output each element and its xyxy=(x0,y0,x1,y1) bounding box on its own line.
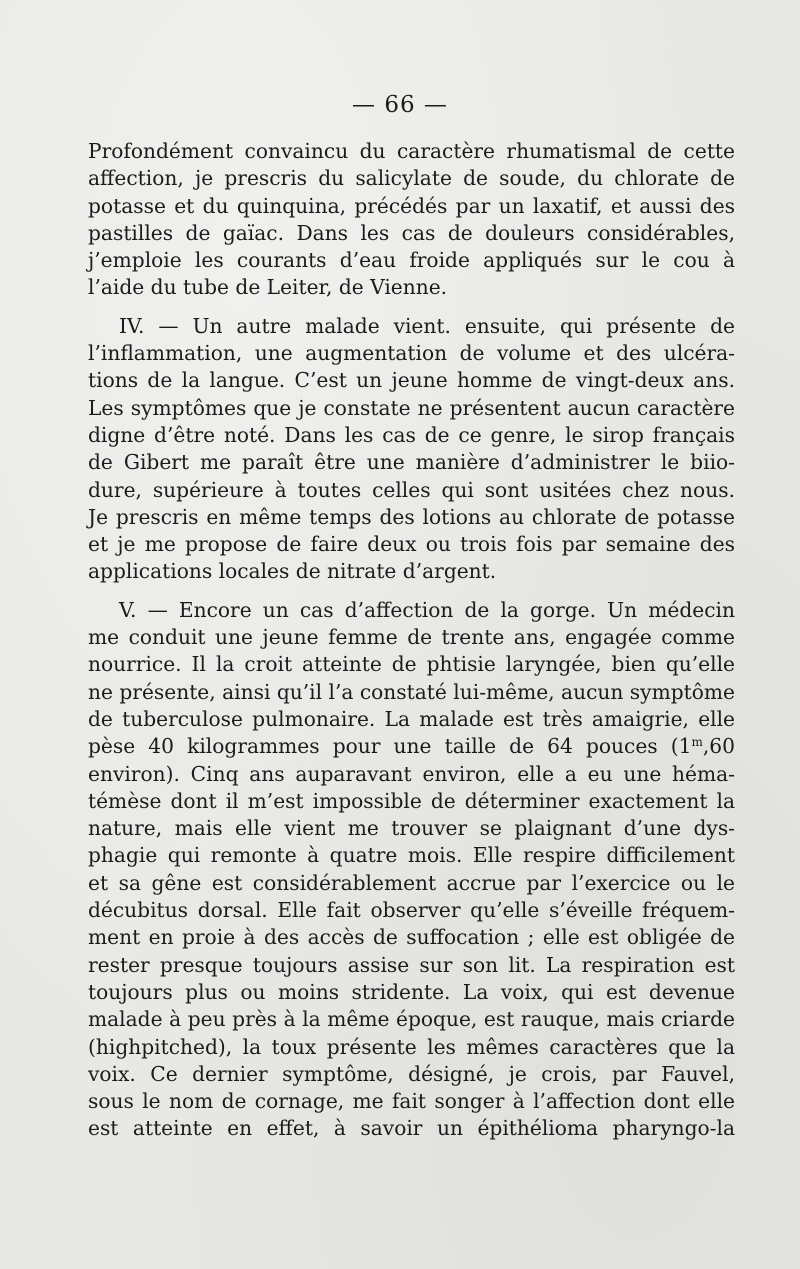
text-line: applications locales de nitrate d’argent. xyxy=(88,559,497,584)
text-line: ment en proie à des accès de suffocation ; elle est obligée de xyxy=(88,925,735,950)
paragraph-case-v xyxy=(88,597,735,1143)
page-number: — 66 — xyxy=(352,92,448,118)
text-line: digne d’être noté. Dans les cas de ce genre, le sirop français xyxy=(88,422,735,447)
text-line: l’inflammation, une augmentation de volume et des ulcéra- xyxy=(88,341,735,366)
text-line: V. — Encore un cas d’affection de la gorge. Un médecin xyxy=(119,597,735,622)
metre-superscript: m xyxy=(691,735,703,750)
text-line: environ). Cinq ans auparavant environ, elle a eu une héma- xyxy=(88,761,735,786)
text-line: décubitus dorsal. Elle fait observer qu’elle s’éveille fréquem- xyxy=(88,898,735,923)
text-line: et sa gêne est considérablement accrue par l’exercice ou le xyxy=(88,870,735,895)
text-line: Je prescris en même temps des lotions au chlorate de potasse xyxy=(88,504,735,529)
text-line: témèse dont il m’est impossible de déterminer exactement la xyxy=(88,788,735,813)
text-line-height xyxy=(88,733,735,760)
text-line: phagie qui remonte à quatre mois. Elle respire difficilement xyxy=(88,843,735,868)
text-line: nature, mais elle vient me trouver se plaignant d’une dys- xyxy=(88,816,735,841)
text-line: affection, je prescris du salicylate de soude, du chlorate de xyxy=(88,166,735,191)
text-line: ne présente, ainsi qu’il l’a constaté lui-même, aucun symptôme xyxy=(88,679,735,704)
text-line: j’emploie les courants d’eau froide appliqués sur le cou à xyxy=(88,248,735,273)
text-line: pastilles de gaïac. Dans les cas de douleurs considérables, xyxy=(88,220,735,245)
text-line: potasse et du quinquina, précédés par un laxatif, et aussi des xyxy=(88,193,735,218)
text-line-height-suffix: ,60 xyxy=(702,734,735,759)
text-line: me conduit une jeune femme de trente ans, engagée comme xyxy=(88,625,735,650)
text-line: (highpitched), la toux présente les mêmes caractères que la xyxy=(88,1034,735,1059)
text-line: toujours plus ou moins stridente. La voix, qui est devenue xyxy=(88,979,735,1004)
text-line: de tuberculose pulmonaire. La malade est très amaigrie, elle xyxy=(88,706,735,731)
text-line: l’aide du tube de Leiter, de Vienne. xyxy=(88,275,448,300)
text-line: malade à peu près à la même époque, est rauque, mais criarde xyxy=(88,1007,735,1032)
text-line: dure, supérieure à toutes celles qui sont usitées chez nous. xyxy=(88,477,735,502)
body-text xyxy=(88,138,735,1143)
paragraph-case-iv xyxy=(88,313,735,586)
text-line: de Gibert me paraît être une manière d’administrer le biio- xyxy=(88,450,735,475)
text-line: est atteinte en effet, à savoir un épithélioma pharyngo-la xyxy=(88,1116,735,1141)
text-line: rester presque toujours assise sur son lit. La respiration est xyxy=(88,952,735,977)
paragraph-rheumatism xyxy=(88,138,735,302)
text-line: sous le nom de cornage, me fait songer à l’affection dont elle xyxy=(88,1089,735,1114)
text-line: et je me propose de faire deux ou trois fois par semaine des xyxy=(88,532,735,557)
text-line: Les symptômes que je constate ne présentent aucun caractère xyxy=(88,395,735,420)
text-line: nourrice. Il la croit atteinte de phtisie laryngée, bien qu’elle xyxy=(88,652,735,677)
text-line: Profondément convaincu du caractère rhumatismal de cette xyxy=(88,139,735,163)
text-line: voix. Ce dernier symptôme, désigné, je crois, par Fauvel, xyxy=(88,1061,735,1086)
text-line: tions de la langue. C’est un jeune homme de vingt-deux ans. xyxy=(88,368,735,393)
text-line-height-main: pèse 40 kilogrammes pour une taille de 64 pouces (1 xyxy=(88,734,692,759)
text-line: IV. — Un autre malade vient. ensuite, qui présente de xyxy=(119,313,735,338)
